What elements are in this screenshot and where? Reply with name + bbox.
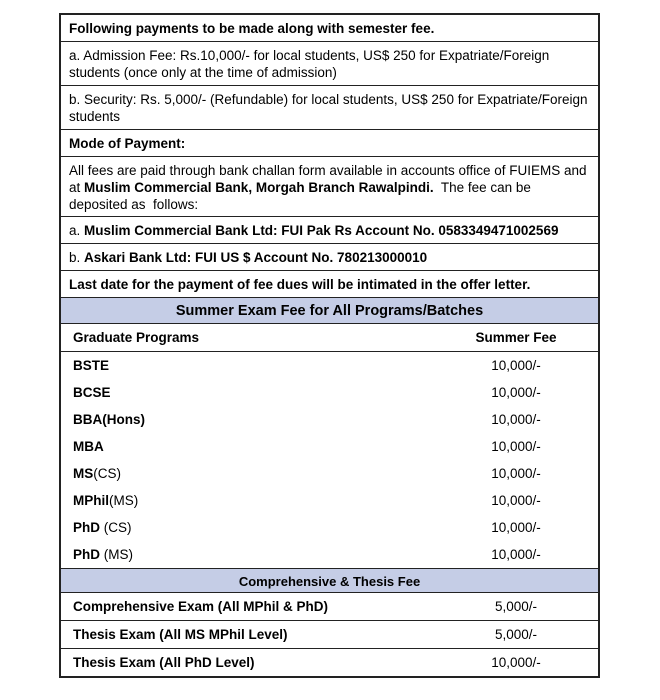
program-name-bold: MS [73, 466, 94, 481]
program-name [61, 520, 441, 535]
program-name-bold: BCSE [73, 385, 111, 400]
payments-heading: Following payments to be made along with semester fee. [61, 15, 598, 42]
program-name-bold: MBA [73, 439, 104, 454]
column-header-programs: Graduate Programs [73, 330, 200, 345]
table-row [61, 514, 598, 541]
mode-text-pre: All fees are paid through bank challan form available in accounts office of FUIEMS and at [69, 163, 587, 195]
table-row [61, 487, 598, 514]
program-fee: 10,000/- [491, 412, 541, 427]
account-a-prefix: a. [69, 223, 85, 238]
mode-text-post: The fee can be deposited as follows: [69, 180, 535, 212]
exam-fee: 5,000/- [494, 627, 538, 642]
account-b [61, 244, 598, 271]
program-fee: 10,000/- [491, 439, 541, 454]
table-row [61, 593, 598, 621]
program-name [61, 493, 441, 508]
program-name [61, 358, 441, 373]
security-fee-text: b. Security: Rs. 5,000/- (Refundable) for local students, US$ 250 for Expatriate/Foreign students [61, 86, 598, 130]
exam-fee: 5,000/- [494, 599, 538, 614]
program-name [61, 439, 441, 454]
exam-name: Comprehensive Exam (All MPhil & PhD) [73, 599, 329, 614]
table-row [61, 433, 598, 460]
program-name [61, 466, 441, 481]
exam-name: Thesis Exam (All PhD Level) [73, 655, 255, 670]
mode-heading: Mode of Payment: [61, 130, 598, 157]
program-name-bold: BBA(Hons) [73, 412, 145, 427]
table-row [61, 406, 598, 433]
program-name [61, 412, 441, 427]
summer-fee-rows [61, 352, 598, 568]
admission-fee-text: a. Admission Fee: Rs.10,000/- for local students, US$ 250 for Expatriate/Foreign students (once only at the time of admission) [61, 42, 598, 86]
program-name-bold: PhD [73, 520, 100, 535]
program-name-bold: PhD [73, 547, 100, 562]
account-a-text: Muslim Commercial Bank Ltd: FUI Pak Rs Account No. 0583349471002569 [84, 223, 559, 238]
table-row [61, 352, 598, 379]
table-row [61, 460, 598, 487]
program-fee: 10,000/- [491, 547, 541, 562]
mode-text [61, 157, 598, 217]
account-a [61, 217, 598, 244]
program-fee: 10,000/- [491, 520, 541, 535]
program-fee: 10,000/- [491, 466, 541, 481]
program-fee: 10,000/- [491, 358, 541, 373]
program-fee: 10,000/- [491, 385, 541, 400]
program-name [61, 385, 441, 400]
account-b-text: Askari Bank Ltd: FUI US $ Account No. 780213000010 [84, 250, 428, 265]
mode-text-bank: Muslim Commercial Bank, Morgah Branch Rawalpindi. [84, 180, 434, 195]
table-row [61, 541, 598, 568]
account-b-prefix: b. [69, 250, 85, 265]
program-name-suffix: (MS) [109, 493, 139, 508]
summer-fee-title: Summer Exam Fee for All Programs/Batches [61, 298, 598, 324]
program-fee: 10,000/- [491, 493, 541, 508]
fee-document [59, 13, 600, 678]
program-name-suffix: (CS) [100, 520, 132, 535]
comprehensive-fee-title: Comprehensive & Thesis Fee [61, 568, 598, 593]
program-name-suffix: (CS) [93, 466, 121, 481]
column-header-fee: Summer Fee [475, 330, 557, 345]
program-name-bold: BSTE [73, 358, 110, 373]
program-name-suffix: (MS) [100, 547, 133, 562]
exam-name: Thesis Exam (All MS MPhil Level) [73, 627, 288, 642]
table-row [61, 621, 598, 649]
table-row [61, 379, 598, 406]
summer-fee-header [61, 324, 598, 352]
comprehensive-fee-rows [61, 593, 598, 676]
last-date-note: Last date for the payment of fee dues will be intimated in the offer letter. [61, 271, 598, 298]
table-row [61, 649, 598, 676]
program-name-bold: MPhil [73, 493, 109, 508]
exam-fee: 10,000/- [491, 655, 541, 670]
program-name [61, 547, 441, 562]
